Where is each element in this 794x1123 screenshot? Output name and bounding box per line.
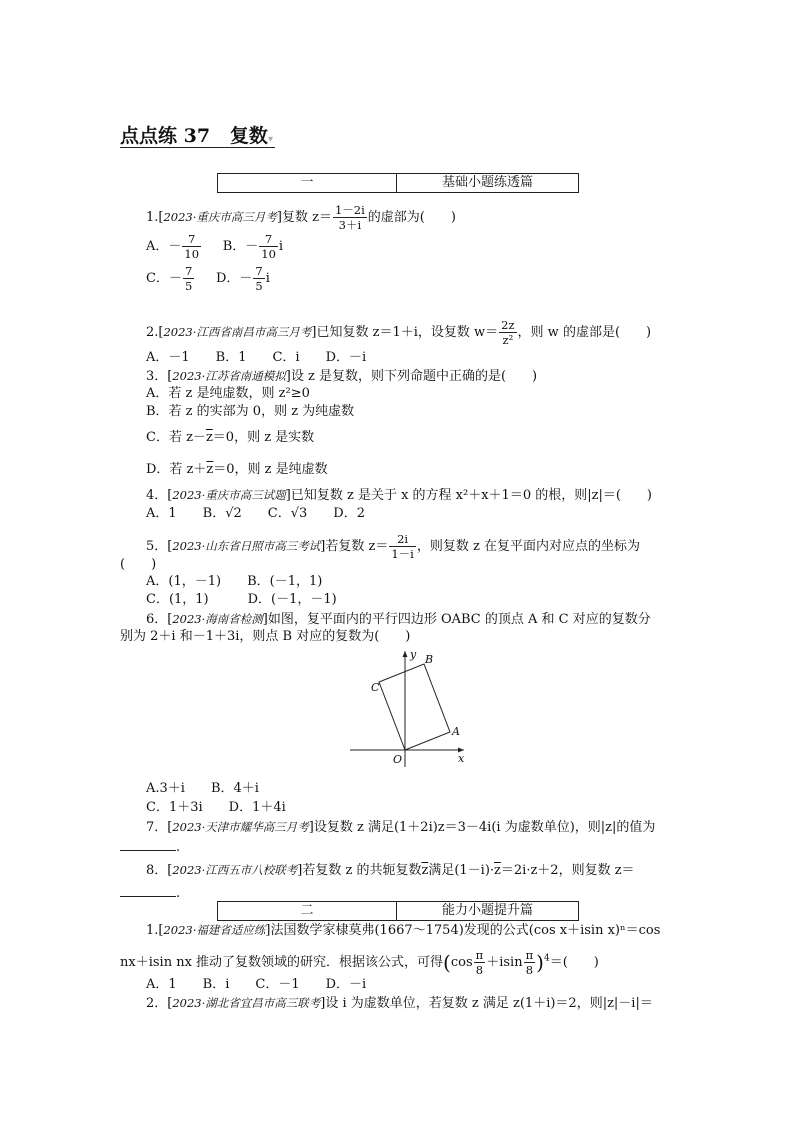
title-underline — [120, 147, 275, 148]
question-6-options-cd: C．1＋3i D．1＋4i — [146, 800, 286, 815]
question-source: 2023·江西省南昌市高三月考 — [163, 325, 312, 339]
question-source: 2023·江西五市八校联考 — [172, 863, 298, 877]
question-source: 2023·江苏省南通模拟 — [172, 369, 286, 383]
question-5-options-ab: A．(1，－1) B．(－1，1) — [146, 574, 323, 589]
fraction: $\frac{2z}{\text{z²}}$ — [501, 318, 515, 347]
title-mark: ▾ — [267, 134, 273, 145]
question-1-options-ab: A．－ $\frac{7}{10}$ B．－ $\frac{7}{10}$ i — [146, 232, 284, 261]
parallelogram-oabc — [379, 664, 450, 750]
fraction: $\frac{2i}{1-i}$ — [391, 532, 414, 561]
advanced-question-1-options: A．1 B．i C．－1 D．－i — [146, 977, 367, 992]
question-source: 2023·天津市耀华高三月考 — [172, 820, 309, 834]
question-6-options-ab: A.3＋i B．4＋i — [146, 781, 259, 796]
question-3-option-a: A．若 z 是纯虚数，则 z²≥0 — [146, 386, 310, 401]
question-2-options: A．－1 B．1 C．i D．－i — [146, 350, 367, 365]
question-1: 1.[2023·重庆市高三月考]复数 z＝ $\frac{1-2i}{3+i}$ 的虚部为( ) — [146, 203, 456, 232]
label-c: C — [371, 681, 380, 694]
y-axis-arrow — [403, 651, 408, 657]
question-source: 2023·福建省适应练 — [163, 923, 266, 937]
question-source: 2023·海南省检测 — [172, 612, 263, 626]
question-3-option-b: B．若 z 的实部为 0，则 z 为纯虚数 — [146, 404, 355, 419]
question-source: 2023·山东省日照市高三考试 — [172, 539, 321, 553]
fraction: $\frac{7}{5}$ — [255, 264, 263, 293]
section-number: 一 — [218, 174, 397, 192]
question-4: 4．[2023·重庆市高三试题]已知复数 z 是关于 x 的方程 x²＋x＋1＝0 的根，则|z|＝( ) — [146, 488, 652, 503]
label-x: x — [458, 752, 465, 765]
advanced-question-1-cont: nx＋isin nx 推动了复数领域的研究．根据该公式，可得(cos $\frac{\pi}{8}$ ＋isin $\frac{\pi}{8}$ )$^4$＝( ) — [120, 948, 599, 977]
title-topic: 复数 — [229, 125, 268, 147]
fraction: $\frac{7}{5}$ — [184, 264, 193, 293]
parallelogram-figure — [346, 645, 474, 769]
answer-blank[interactable] — [120, 884, 176, 897]
question-7-blank: . — [120, 838, 180, 856]
section-label: 能力小题提升篇 — [441, 903, 533, 918]
advanced-question-1: 1.[2023·福建省适应练]法国数学家棣莫弗(1667～1754)发现的公式(cos x＋isin x)ⁿ＝cos — [146, 923, 661, 938]
question-7: 7．[2023·天津市耀华高三月考]设复数 z 满足(1＋2i)z＝3－4i(i 为虚数单位)，则|z|的值为 — [146, 820, 656, 835]
label-o: O — [393, 753, 403, 766]
section-header-basic — [217, 173, 579, 193]
answer-blank[interactable] — [120, 838, 176, 851]
advanced-question-2: 2．[2023·湖北省宜昌市高三联考]设 i 为虚数单位，若复数 z 满足 z(1＋i)＝2，则|z|－i|＝ — [146, 996, 653, 1011]
label-b: B — [425, 653, 434, 666]
title-main: 点点练 37 — [120, 125, 211, 147]
label-y: y — [410, 648, 417, 661]
question-5-options-cd: C．(1，1) D．(－1，－1) — [146, 592, 337, 607]
question-5-cont: ( ) — [120, 557, 157, 572]
question-6-cont: 别为 2＋i 和－1＋3i，则点 B 对应的复数为( ) — [120, 629, 411, 644]
question-5: 5．[2023·山东省日照市高三考试]若复数 z＝ $\frac{2i}{1-i}$ ，则复数 z 在复平面内对应点的坐标为 — [146, 532, 640, 561]
question-3-option-c: C．若 $z-\overline{z}=0$，则 z 是实数 — [146, 430, 315, 445]
fraction: $\frac{7}{10}$ — [261, 232, 276, 261]
question-2: 2.[2023·江西省南昌市高三月考]已知复数 z＝1＋i，设复数 w＝ $\frac{2z}{\text{z²}}$ ，则 w 的虚部是( ) — [146, 318, 652, 347]
question-3-option-d: D．若 $z+\overline{z}=0$，则 z 是纯虚数 — [146, 462, 328, 477]
section-label: 基础小题练透篇 — [441, 175, 533, 190]
question-6: 6．[2023·海南省检测]如图，复平面内的平行四边形 OABC 的顶点 A 和 C 对应的复数分 — [146, 612, 651, 627]
question-1-options-cd: C．－ $\frac{7}{5}$ D．－ $\frac{7}{5}$ i — [146, 264, 270, 293]
question-source: 2023·重庆市高三月考 — [163, 210, 277, 224]
section-number: 二 — [218, 902, 397, 920]
fraction: $\frac{7}{10}$ — [184, 232, 200, 261]
section-header-advanced — [217, 901, 579, 921]
question-source: 2023·湖北省宜昌市高三联考 — [172, 996, 321, 1010]
label-a: A — [452, 725, 460, 738]
question-source: 2023·重庆市高三试题 — [172, 488, 286, 502]
question-8: 8．[2023·江西五市八校联考]若复数 z 的共轭复数$\overline{z}$满足$(1-i)\cdot\overline{z}=2i\cdot z+2$，则复数 z＝ — [146, 863, 635, 878]
question-3: 3．[2023·江苏省南通模拟]设 z 是复数，则下列命题中正确的是( ) — [146, 369, 538, 384]
fraction: $\frac{1-2i}{3+i}$ — [334, 203, 365, 232]
question-4-options: A．1 B．√2 C．√3 D．2 — [146, 506, 365, 521]
question-8-blank: . — [120, 884, 180, 902]
